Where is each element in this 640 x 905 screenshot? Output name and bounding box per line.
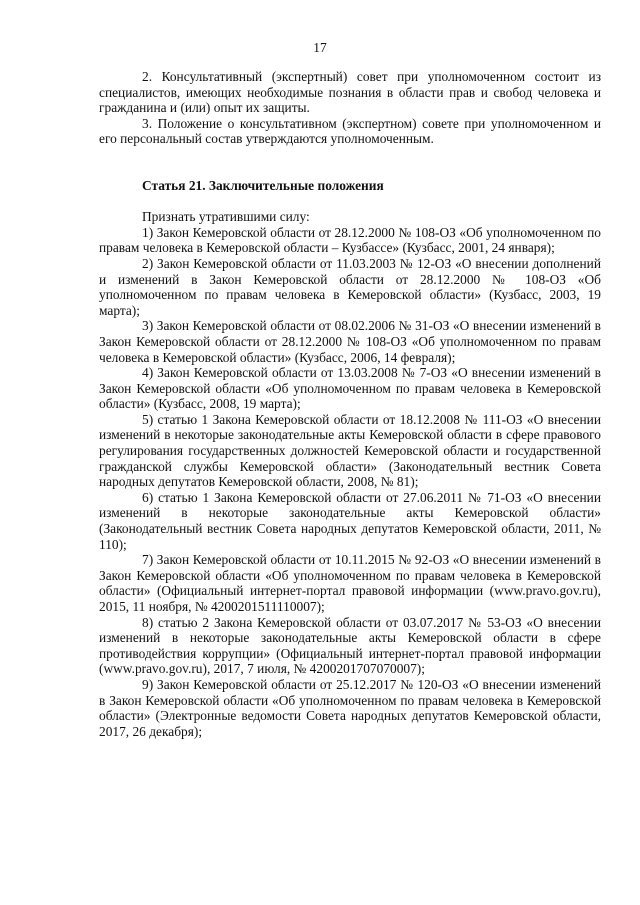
page-number: 17 [313,40,327,55]
list-item: 8) статью 2 Закона Кемеровской области от 03.07.2017 № 53-ОЗ «О внесении изменений в некоторые законодательные акты Кемеровской области в сфере противодействия коррупции» (Официальный интернет-портал правовой информации (www.pravo.gov.ru), 2017, 7 июля, № 4200201707070007); [99,614,601,677]
list-item: 6) статью 1 Закона Кемеровской области от 27.06.2011 № 71-ОЗ «О внесении изменений в некоторые законодательные акты Кемеровской области» (Законодательный вестник Совета народных депутатов Кемеровской области, 2011, № 110); [99,489,601,552]
article-heading: Статья 21. Заключительные положения [142,177,384,193]
page-body [99,69,601,739]
list-item: 7) Закон Кемеровской области от 10.11.2015 № 92-ОЗ «О внесении изменений в Закон Кемеровской области «Об уполномоченном по правам человека в Кемеровской области» (Официальный интернет-портал правовой информации (www.pravo.gov.ru), 2015, 11 ноября, № 4200201511110007); [99,552,601,614]
article-intro: Признать утратившими силу: [142,209,310,225]
paragraph-council-regulation: 3. Положение о консультативном (экспертном) совете при уполномоченном и его персональный состав утверждаются уполномоченным. [99,115,601,147]
paragraph-council-composition: 2. Консультативный (экспертный) совет при уполномоченном состоит из специалистов, имеющих необходимые познания в области прав и свобод человека и гражданина и (или) опыт их защиты. [99,69,601,116]
list-item: 4) Закон Кемеровской области от 13.03.2008 № 7-ОЗ «О внесении изменений в Закон Кемеровской области «Об уполномоченном по правам человека в Кемеровской области» (Кузбасс, 2008, 19 марта); [99,365,601,412]
list-item: 5) статью 1 Закона Кемеровской области от 18.12.2008 № 111-ОЗ «О внесении изменений в некоторые законодательные акты Кемеровской области в сфере правового регулирования государственных должностей Кемеровской области и государственной гражданской службы Кемеровской области» (Законодательный вестник Совета народных депутатов Кемеровской области, 2008, № 81); [99,411,601,490]
list-item: 2) Закон Кемеровской области от 11.03.2003 № 12-ОЗ «О внесении дополнений и изменений в Закон Кемеровской области от 28.12.2000 № 108-ОЗ «Об уполномоченном по правам человека в Кемеровской области» (Кузбасс, 2003, 19 марта); [99,255,601,318]
list-item: 3) Закон Кемеровской области от 08.02.2006 № 31-ОЗ «О внесении изменений в Закон Кемеровской области от 28.12.2000 № 108-ОЗ «Об уполномоченном по правам человека в Кемеровской области» (Кузбасс, 2006, 14 февраля); [99,318,601,365]
list-item: 9) Закон Кемеровской области от 25.12.2017 № 120-ОЗ «О внесении изменений в Закон Кемеровской области «Об уполномоченном по правам человека в Кемеровской области» (Электронные ведомости Совета народных депутатов Кемеровской области, 2017, 26 декабря); [99,676,601,739]
list-item: 1) Закон Кемеровской области от 28.12.2000 № 108-ОЗ «Об уполномоченном по правам человека в Кемеровской области – Кузбассе» (Кузбасс, 2001, 24 января); [99,224,601,256]
